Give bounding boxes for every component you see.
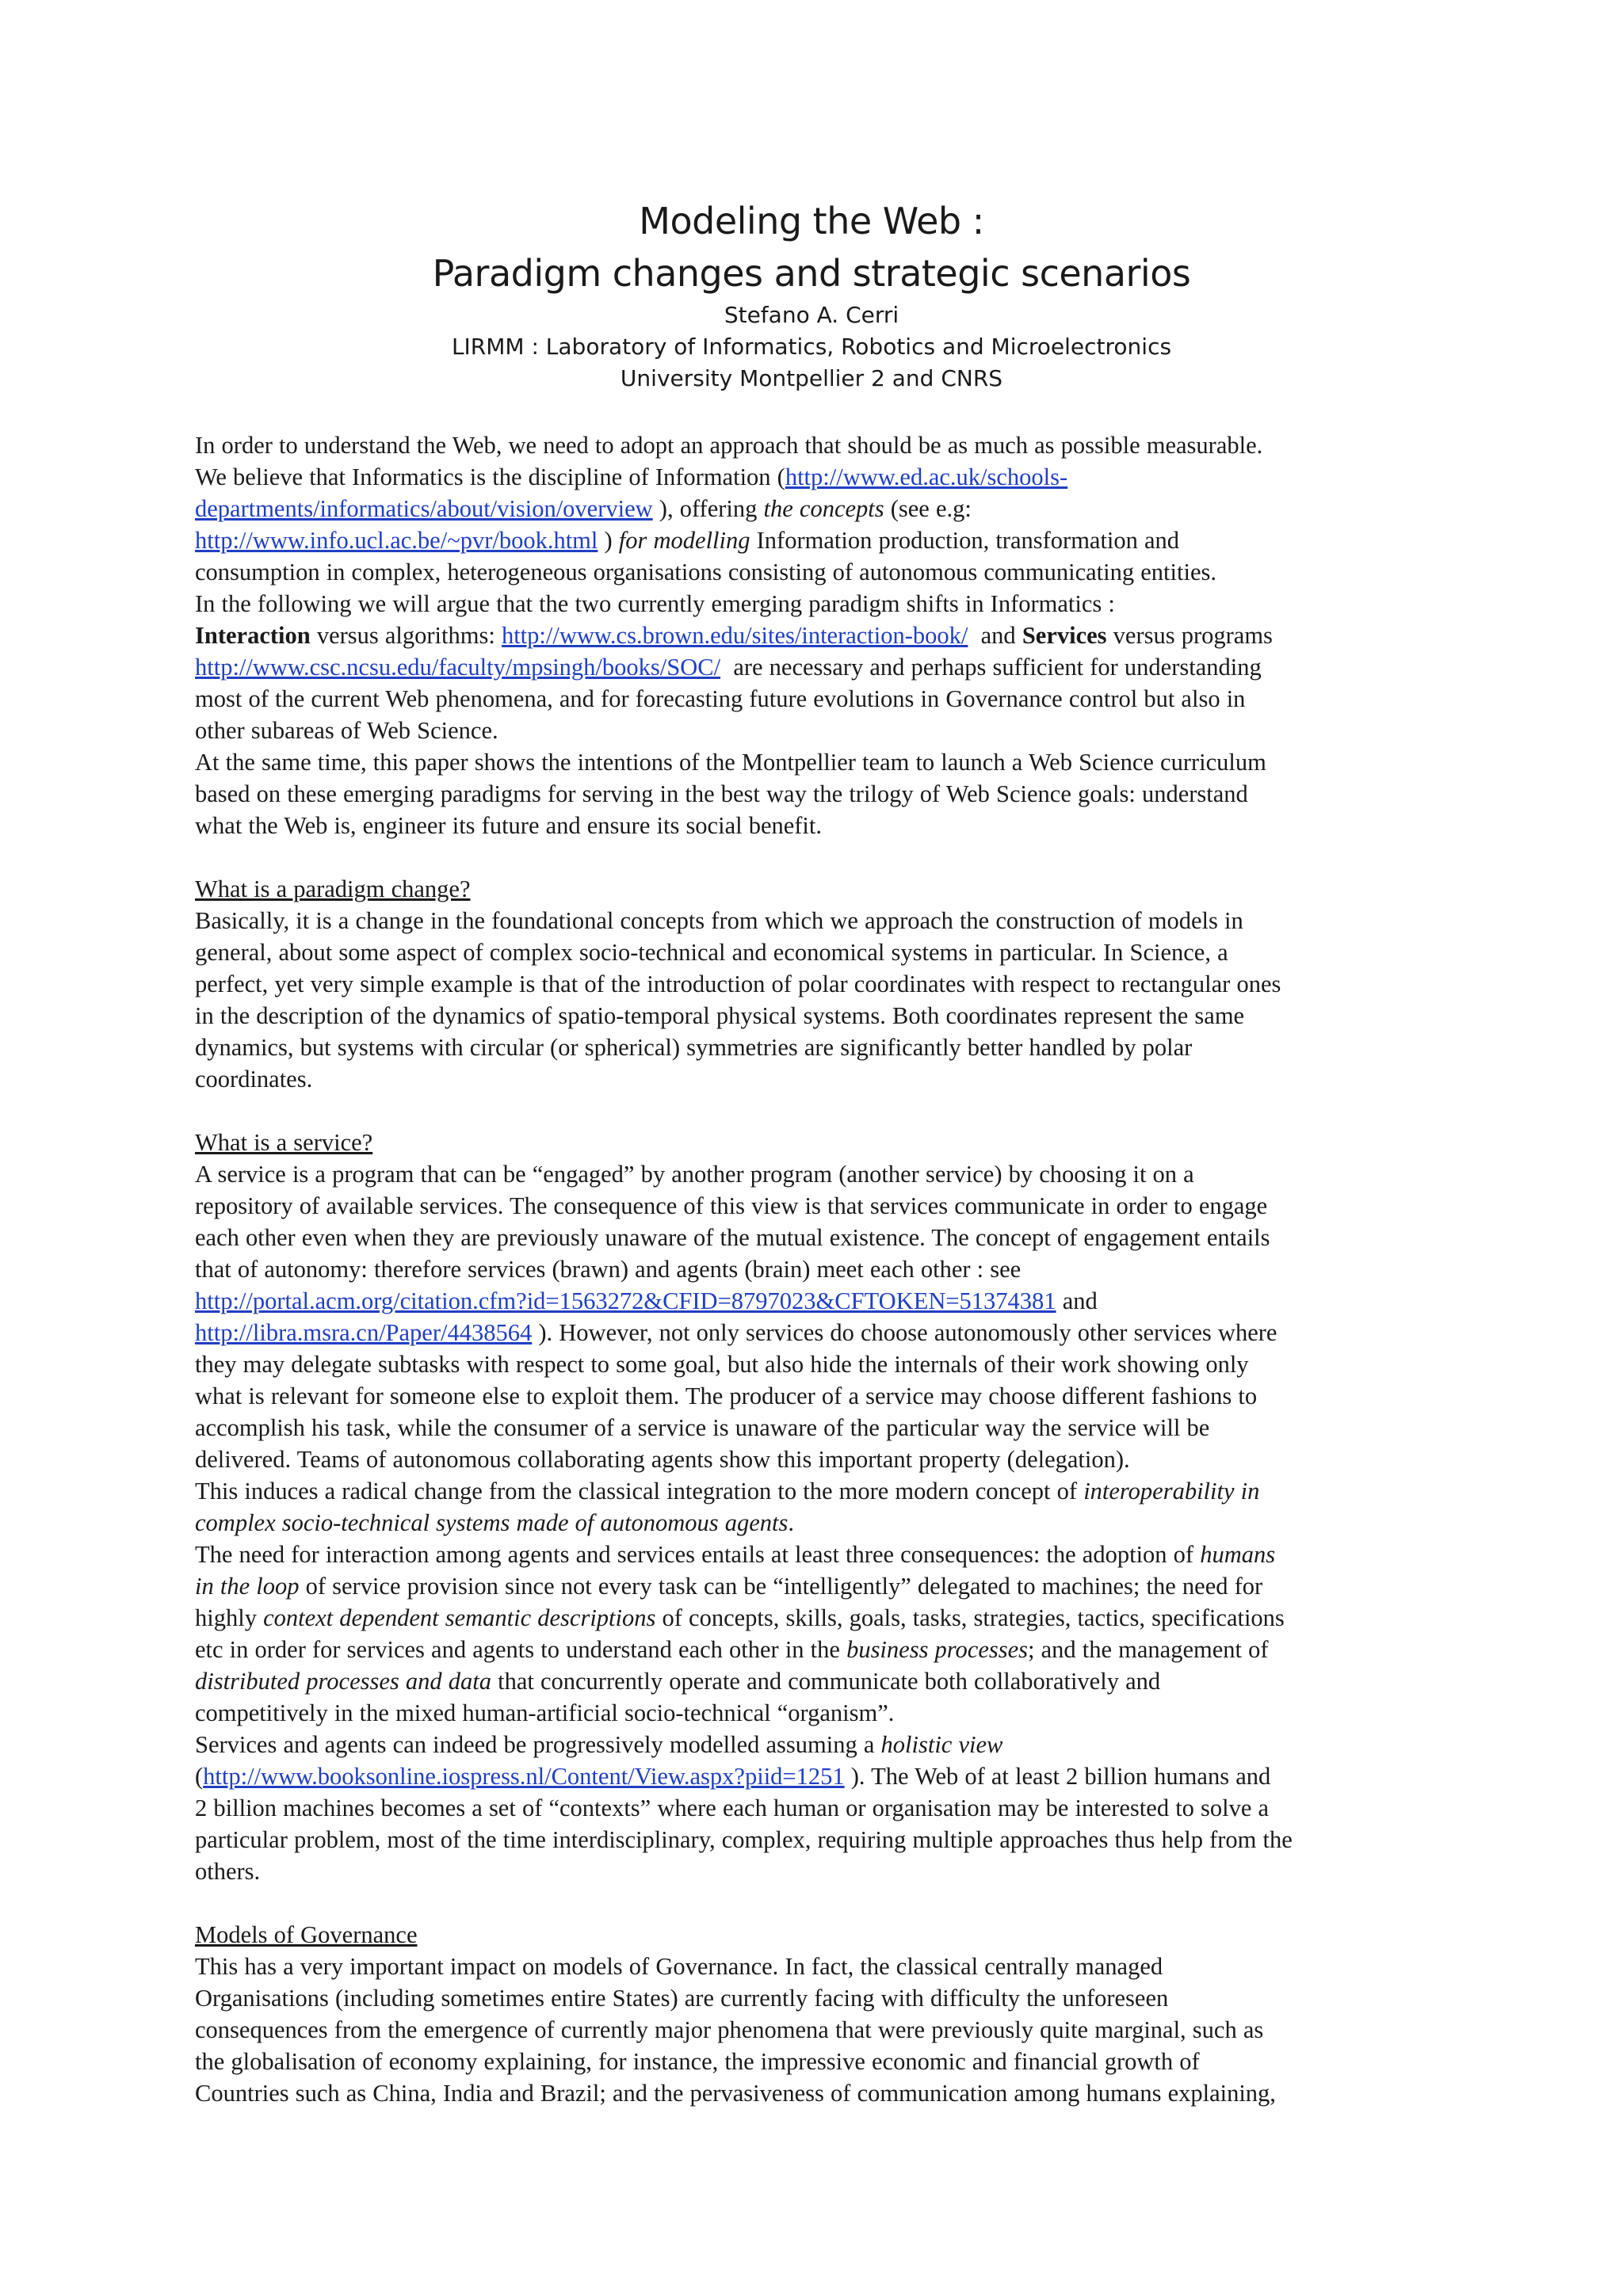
text: . — [788, 1509, 795, 1536]
text: ) — [598, 527, 619, 554]
text-line — [195, 1539, 1447, 1570]
text-line — [195, 1475, 1447, 1507]
text-line — [195, 429, 1447, 461]
text: others. — [195, 1858, 261, 1885]
text-line — [195, 1697, 1447, 1729]
text-line — [195, 1222, 1447, 1253]
text-line — [195, 651, 1447, 683]
italic-text: business processes — [846, 1636, 1029, 1663]
text-line — [195, 683, 1447, 715]
text-line — [195, 1951, 1447, 1982]
text: the globalisation of economy explaining, for instance, the impressive economic and financial growth of — [195, 2048, 1200, 2075]
text-line — [195, 715, 1447, 746]
paper-affiliation: LIRMM : Laboratory of Informatics, Robotics and Microelectronics — [451, 334, 1172, 360]
text: particular problem, most of the time interdisciplinary, complex, requiring multiple approaches thus help from the — [195, 1826, 1293, 1853]
libra-paper-link[interactable]: http://libra.msra.cn/Paper/4438564 — [195, 1319, 533, 1346]
text-line — [195, 1507, 1447, 1539]
text: are necessary and perhaps sufficient for understanding — [720, 654, 1262, 681]
section-heading-text: What is a service? — [195, 1129, 373, 1156]
text: repository of available services. The consequence of this view is that services communicate in order to engage — [195, 1192, 1268, 1219]
text-line — [195, 1380, 1447, 1412]
text: competitively in the mixed human-artificial socio-technical “organism”. — [195, 1699, 895, 1726]
text: ; and the management of — [1028, 1636, 1269, 1663]
interaction-book-link[interactable]: http://www.cs.brown.edu/sites/interaction-book/ — [501, 622, 968, 649]
text: coordinates. — [195, 1066, 313, 1093]
text: what is relevant for someone else to exploit them. The producer of a service may choose different fashions to — [195, 1383, 1258, 1409]
text: etc in order for services and agents to understand each other in the — [195, 1636, 847, 1663]
text: dynamics, but systems with circular (or spherical) symmetries are significantly better handled by polar — [195, 1034, 1193, 1061]
italic-text: interoperability in — [1083, 1478, 1260, 1505]
text: most of the current Web phenomena, and for forecasting future evolutions in Governance control but also in — [195, 685, 1246, 712]
text-line — [195, 1158, 1447, 1190]
text: in the description of the dynamics of spatio-temporal physical systems. Both coordinates represent the same — [195, 1002, 1245, 1029]
text: A service is a program that can be “engaged” by another program (another service) by choosing it on a — [195, 1161, 1194, 1188]
text-line — [195, 1000, 1447, 1032]
text: Services and agents can indeed be progressively modelled assuming a — [195, 1731, 881, 1758]
text: delivered. Teams of autonomous collaborating agents show this important property (delegation). — [195, 1446, 1130, 1473]
text: versus programs — [1106, 622, 1273, 649]
text-line — [195, 461, 1447, 493]
bold-text: Services — [1022, 622, 1107, 649]
text: and — [968, 622, 1022, 649]
text-line — [195, 556, 1447, 588]
text: of concepts, skills, goals, tasks, strategies, tactics, specifications — [655, 1604, 1285, 1631]
text: Information production, transformation and — [750, 527, 1180, 554]
paper-author: Stefano A. Cerri — [724, 302, 899, 328]
paper-institution: University Montpellier 2 and CNRS — [620, 365, 1003, 391]
text-line — [195, 1602, 1447, 1634]
text-line — [195, 2014, 1447, 2046]
text-line — [195, 493, 1447, 524]
text-line — [195, 1412, 1447, 1444]
italic-text: for modelling — [618, 527, 750, 554]
text-line — [195, 905, 1447, 936]
text-line — [195, 1285, 1447, 1317]
text: We believe that Informatics is the discipline of Information ( — [195, 463, 785, 490]
italic-text: the concepts — [763, 495, 884, 522]
text: perfect, yet very simple example is that of the introduction of polar coordinates with respect to rectangular ones — [195, 971, 1281, 997]
text-line — [195, 936, 1447, 968]
soc-book-link[interactable]: http://www.csc.ncsu.edu/faculty/mpsingh/books/SOC/ — [195, 654, 721, 681]
text: ( — [195, 1763, 204, 1790]
text: Basically, it is a change in the foundational concepts from which we approach the construction of models in — [195, 907, 1243, 934]
text-line — [195, 588, 1447, 620]
booksonline-link[interactable]: http://www.booksonline.iospress.nl/Content/View.aspx?piid=1251 — [203, 1763, 845, 1790]
text: they may delegate subtasks with respect to some goal, but also hide the internals of their work showing only — [195, 1351, 1249, 1378]
text: versus algorithms: — [310, 622, 502, 649]
text: what the Web is, engineer its future and ensure its social benefit. — [195, 812, 823, 839]
paragraph-gap — [195, 1887, 1447, 1919]
text-line — [195, 2046, 1447, 2077]
text: consequences from the emergence of currently major phenomena that were previously quite marginal, such as — [195, 2016, 1264, 2043]
text-line — [195, 1665, 1447, 1697]
text: ). However, not only services do choose autonomously other services where — [532, 1319, 1277, 1346]
text: At the same time, this paper shows the intentions of the Montpellier team to launch a Web Science curriculum — [195, 749, 1266, 776]
text: 2 billion machines becomes a set of “contexts” where each human or organisation may be interested to solve a — [195, 1794, 1270, 1821]
section-heading-paradigm — [195, 873, 1447, 905]
italic-text: complex socio-technical systems made of autonomous agents — [195, 1509, 789, 1536]
text: of service provision since not every task can be “intelligently” delegated to machines; the need for — [299, 1573, 1263, 1600]
acm-citation-link[interactable]: http://portal.acm.org/citation.cfm?id=1563272&CFID=8797023&CFTOKEN=51374381 — [195, 1287, 1056, 1314]
text-line — [195, 524, 1447, 556]
text-line — [195, 1317, 1447, 1348]
text-line — [195, 1190, 1447, 1222]
text: based on these emerging paradigms for serving in the best way the trilogy of Web Science goals: understand — [195, 780, 1248, 807]
text-line — [195, 1792, 1447, 1824]
text: general, about some aspect of complex socio-technical and economical systems in particular. In Science, a — [195, 939, 1228, 966]
italic-text: context dependent semantic descriptions — [263, 1604, 656, 1631]
paper-body — [195, 429, 1447, 2109]
text-line — [195, 1855, 1447, 1887]
text: This induces a radical change from the classical integration to the more modern concept of — [195, 1478, 1084, 1505]
text: Organisations (including sometimes entire States) are currently facing with difficulty the unforeseen — [195, 1985, 1169, 2012]
text-line — [195, 1570, 1447, 1602]
text: other subareas of Web Science. — [195, 717, 498, 744]
text-line — [195, 620, 1447, 651]
paper-title-line-1: Modeling the Web : — [639, 200, 984, 242]
text: each other even when they are previously unaware of the mutual existence. The concept of engagement entails — [195, 1224, 1270, 1251]
italic-text: humans — [1200, 1541, 1276, 1568]
text: consumption in complex, heterogeneous organisations consisting of autonomous communicating entities. — [195, 559, 1216, 585]
text: ), offering — [652, 495, 764, 522]
text-line — [195, 1444, 1447, 1475]
text: and — [1056, 1287, 1098, 1314]
text-line — [195, 1760, 1447, 1792]
text: accomplish his task, while the consumer of a service is unaware of the particular way the service will be — [195, 1414, 1210, 1441]
paragraph-gap — [195, 1095, 1447, 1127]
section-heading-text: Models of Governance — [195, 1921, 418, 1948]
paper-title-line-2: Paradigm changes and strategic scenarios — [432, 252, 1191, 295]
paper-header — [0, 195, 1623, 395]
informatics-vision-link[interactable]: http://www.ed.ac.uk/schools- — [785, 463, 1068, 490]
text-line — [195, 746, 1447, 778]
text: This has a very important impact on models of Governance. In fact, the classical centrally managed — [195, 1953, 1163, 1980]
text: The need for interaction among agents and services entails at least three consequences: the adoption of — [195, 1541, 1201, 1568]
text-line — [195, 810, 1447, 841]
bold-text: Interaction — [195, 622, 311, 649]
text-line — [195, 1348, 1447, 1380]
text-line — [195, 1063, 1447, 1095]
text-line — [195, 1634, 1447, 1665]
section-heading-governance — [195, 1919, 1447, 1951]
text: highly — [195, 1604, 264, 1631]
text: that concurrently operate and communicate both collaboratively and — [491, 1668, 1161, 1695]
text-line — [195, 968, 1447, 1000]
italic-text: holistic view — [880, 1731, 1003, 1758]
text: that of autonomy: therefore services (brawn) and agents (brain) meet each other : see — [195, 1256, 1022, 1283]
section-heading-service — [195, 1127, 1447, 1158]
paragraph-gap — [195, 841, 1447, 873]
text-line — [195, 1729, 1447, 1760]
text-line — [195, 2077, 1447, 2109]
italic-text: distributed processes and data — [195, 1668, 491, 1695]
text: Countries such as China, India and Brazil; and the pervasiveness of communication among humans explaining, — [195, 2080, 1276, 2107]
text: ). The Web of at least 2 billion humans and — [844, 1763, 1271, 1790]
text-line — [195, 1982, 1447, 2014]
informatics-vision-link-cont[interactable]: departments/informatics/about/vision/overview — [195, 495, 653, 522]
text: In the following we will argue that the two currently emerging paradigm shifts in Informatics : — [195, 590, 1115, 617]
text-line — [195, 1032, 1447, 1063]
text: (see e.g: — [884, 495, 972, 522]
text-line — [195, 1253, 1447, 1285]
section-heading-text: What is a paradigm change? — [195, 875, 471, 902]
pvr-book-link[interactable]: http://www.info.ucl.ac.be/~pvr/book.html — [195, 527, 598, 554]
italic-text: in the loop — [195, 1573, 300, 1600]
text-line — [195, 1824, 1447, 1855]
text: In order to understand the Web, we need to adopt an approach that should be as much as possible measurable. — [195, 432, 1263, 459]
text-line — [195, 778, 1447, 810]
